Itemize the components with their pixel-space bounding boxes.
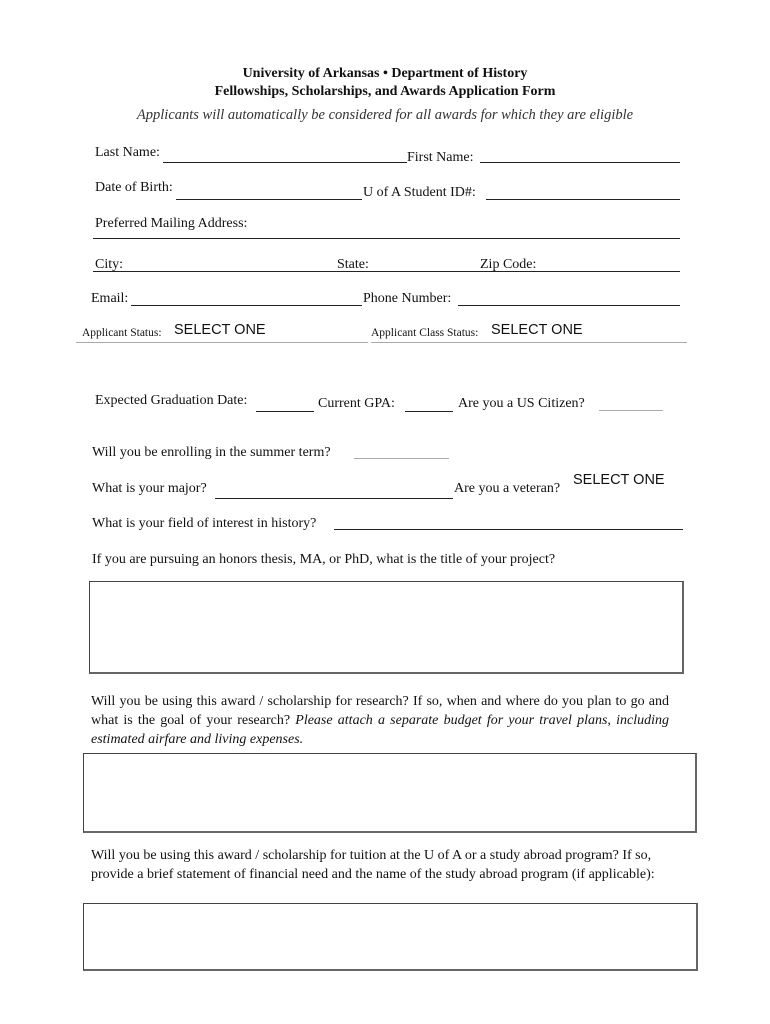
last-name-label: Last Name: (95, 145, 160, 160)
summer-field[interactable] (354, 458, 449, 459)
tuition-question: Will you be using this award / scholarship for tuition at the U of A or a study abroad program? If so, provide a brief statement of financial need and the name of the study abroad program (if applicable): (91, 848, 655, 882)
honors-question: If you are pursuing an honors thesis, MA, or PhD, what is the title of your project? (92, 552, 556, 567)
applicant-status-label: Applicant Status: (82, 327, 162, 339)
class-status-label: Applicant Class Status: (371, 327, 479, 339)
summer-label: Will you be enrolling in the summer term? (92, 445, 331, 460)
form-title: Fellowships, Scholarships, and Awards Application Form (214, 84, 556, 99)
class-status-select[interactable]: SELECT ONE (491, 322, 583, 338)
class-status-underline (371, 342, 687, 343)
last-name-field[interactable] (163, 162, 407, 163)
form-header-university: University of Arkansas • Department of History (242, 66, 528, 81)
address-label: Preferred Mailing Address: (95, 216, 248, 231)
dob-field[interactable] (176, 199, 362, 200)
email-label: Email: (91, 291, 129, 306)
first-name-label: First Name: (407, 150, 474, 165)
city-label: City: (95, 257, 124, 272)
veteran-label: Are you a veteran? (454, 481, 561, 496)
address-field[interactable] (93, 238, 680, 239)
city-state-zip-field[interactable] (93, 271, 680, 272)
field-interest-field[interactable] (334, 529, 683, 530)
zip-label: Zip Code: (480, 257, 537, 272)
research-textarea[interactable] (83, 753, 697, 833)
gpa-field[interactable] (405, 411, 453, 412)
grad-date-label: Expected Graduation Date: (95, 393, 248, 408)
tuition-textarea[interactable] (83, 903, 698, 971)
field-interest-label: What is your field of interest in history? (92, 516, 317, 531)
student-id-field[interactable] (486, 199, 680, 200)
veteran-select[interactable]: SELECT ONE (573, 472, 665, 488)
major-label: What is your major? (92, 481, 207, 496)
research-question: Will you be using this award / scholarship for research? If so, when and where do you plan to go and what is the goal of your research? Please attach a separate budget for your travel plans, including estimated airfare and living expenses. (91, 694, 669, 747)
dob-label: Date of Birth: (95, 180, 173, 195)
phone-label: Phone Number: (363, 291, 452, 306)
gpa-label: Current GPA: (318, 396, 395, 411)
honors-title-textarea[interactable] (89, 581, 684, 674)
citizen-field[interactable] (599, 410, 663, 411)
major-field[interactable] (215, 498, 453, 499)
citizen-label: Are you a US Citizen? (458, 396, 585, 411)
research-note: Please attach a separate budget for your travel plans, including estimated airfare and living expenses. (91, 713, 669, 747)
form-subtitle: Applicants will automatically be considered for all awards for which they are eligible (136, 107, 634, 123)
applicant-status-underline (76, 342, 368, 343)
first-name-field[interactable] (480, 162, 680, 163)
email-field[interactable] (131, 305, 362, 306)
state-label: State: (337, 257, 369, 272)
grad-date-field[interactable] (256, 411, 314, 412)
student-id-label: U of A Student ID#: (363, 185, 476, 200)
applicant-status-select[interactable]: SELECT ONE (174, 322, 266, 338)
phone-field[interactable] (458, 305, 680, 306)
